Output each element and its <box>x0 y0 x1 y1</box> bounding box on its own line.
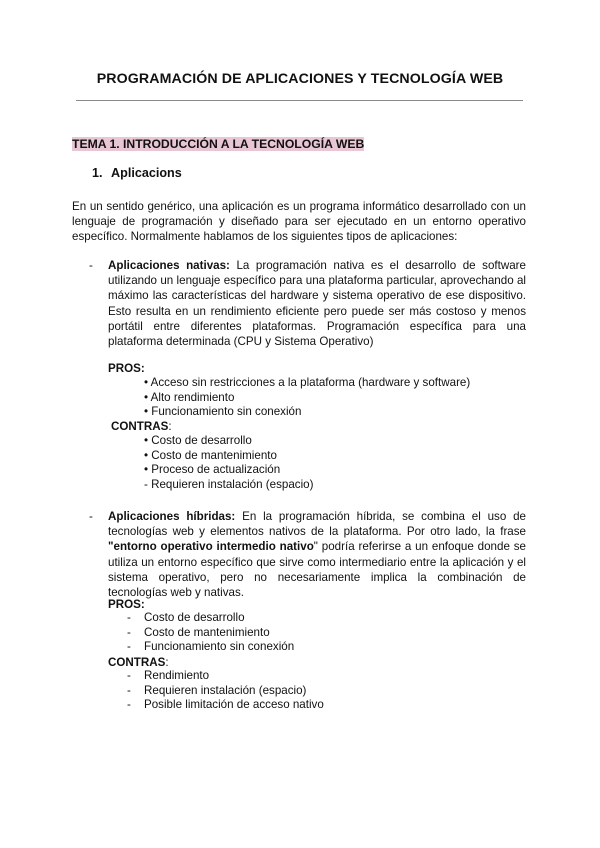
nativas-contras-list <box>144 434 314 493</box>
list-item-text: Funcionamiento sin conexión <box>144 640 295 654</box>
list-item-text: Costo de mantenimiento <box>144 625 270 639</box>
nativas-contras-colon: : <box>168 420 172 433</box>
list-item <box>127 640 294 655</box>
hibridas-contras-label <box>108 655 169 670</box>
nativas-text: La programación nativa es el desarrollo de software utilizando un lenguaje específico para una plataforma particular, aprovechando al máximo las características del hardware y sistema operativo de ese dispositivo. Esto resulta en un rendimiento eficiente pero puede ser más costoso y menos portátil entre diferentes plataformas. Programación específica para una plataforma determinada (CPU y Sistema Operativo) <box>108 259 526 349</box>
nativas-pros-label: PROS: <box>108 362 145 375</box>
hibridas-contras-colon: : <box>165 656 169 669</box>
intro-paragraph: En un sentido genérico, una aplicación es un programa informático desarrollado con un lenguaje de programación y diseñado para ser ejecutado en un entorno operativo específico. Normalmente hablamos de los siguientes tipos de aplicaciones: <box>72 200 526 244</box>
nativas-contras-word: CONTRAS <box>111 420 169 433</box>
list-item: • Funcionamiento sin conexión <box>144 405 302 419</box>
list-item: • Acceso sin restricciones a la plataforma (hardware y software) <box>144 376 471 389</box>
hibridas-paragraph <box>108 509 526 600</box>
nativas-paragraph <box>108 258 526 349</box>
tema-heading-text: TEMA 1. INTRODUCCIÓN A LA TECNOLOGÍA WEB <box>72 137 365 151</box>
hibridas-quote-end: " <box>313 540 318 554</box>
hibridas-quote: "entorno operativo intermedio nativo <box>108 540 314 554</box>
list-item: • Proceso de actualización <box>144 463 281 477</box>
list-item <box>127 698 324 713</box>
section-heading <box>92 166 182 181</box>
hibridas-text-before: En la programación híbrida, se combina el uso de tecnologías web y elementos nativos de la plataforma. Por otro lado, la frase <box>108 510 527 539</box>
hibridas-pros-list <box>127 611 294 655</box>
list-item-text: Rendimiento <box>144 669 210 682</box>
hibridas-bullet: - <box>89 510 93 523</box>
nativas-term: Aplicaciones nativas: <box>108 259 230 272</box>
page-title: PROGRAMACIÓN DE APLICACIONES Y TECNOLOGÍA WEB <box>96 71 504 87</box>
list-item: • Costo de desarrollo <box>144 434 252 447</box>
title-divider <box>76 100 523 101</box>
list-item <box>127 626 294 641</box>
list-item <box>127 611 294 626</box>
list-marker: - <box>127 683 131 697</box>
list-marker: - <box>127 698 131 712</box>
list-item: - Requieren instalación (espacio) <box>144 478 314 492</box>
list-item-text: Costo de desarrollo <box>144 611 245 624</box>
hibridas-pros-label: PROS: <box>108 598 145 611</box>
nativas-contras-label <box>111 419 172 434</box>
list-marker: - <box>127 625 131 639</box>
list-marker: - <box>127 611 131 624</box>
list-item <box>127 684 324 699</box>
nativas-bullet: - <box>89 259 93 272</box>
section-title: Aplicacions <box>111 166 182 180</box>
nativas-pros-list <box>144 376 470 420</box>
hibridas-contras-list <box>127 669 324 713</box>
list-item-text: Posible limitación de acceso nativo <box>144 698 324 712</box>
tema-heading <box>72 137 366 152</box>
list-marker: - <box>127 669 131 682</box>
list-item: • Alto rendimiento <box>144 390 235 404</box>
list-marker: - <box>127 640 131 654</box>
hibridas-contras-word: CONTRAS <box>108 656 166 669</box>
hibridas-text-after: podría referirse a un enfoque donde se utiliza un entorno específico que sirve como intermediario entre la aplicación y el sistema operativo, pero no necesariamente implica la combinación de tecnologías web y nativas. <box>108 540 526 600</box>
list-item <box>127 669 324 684</box>
section-number: 1. <box>92 166 103 180</box>
hibridas-term: Aplicaciones híbridas: <box>108 510 236 523</box>
list-item-text: Requieren instalación (espacio) <box>144 683 307 697</box>
list-item: • Costo de mantenimiento <box>144 448 277 462</box>
